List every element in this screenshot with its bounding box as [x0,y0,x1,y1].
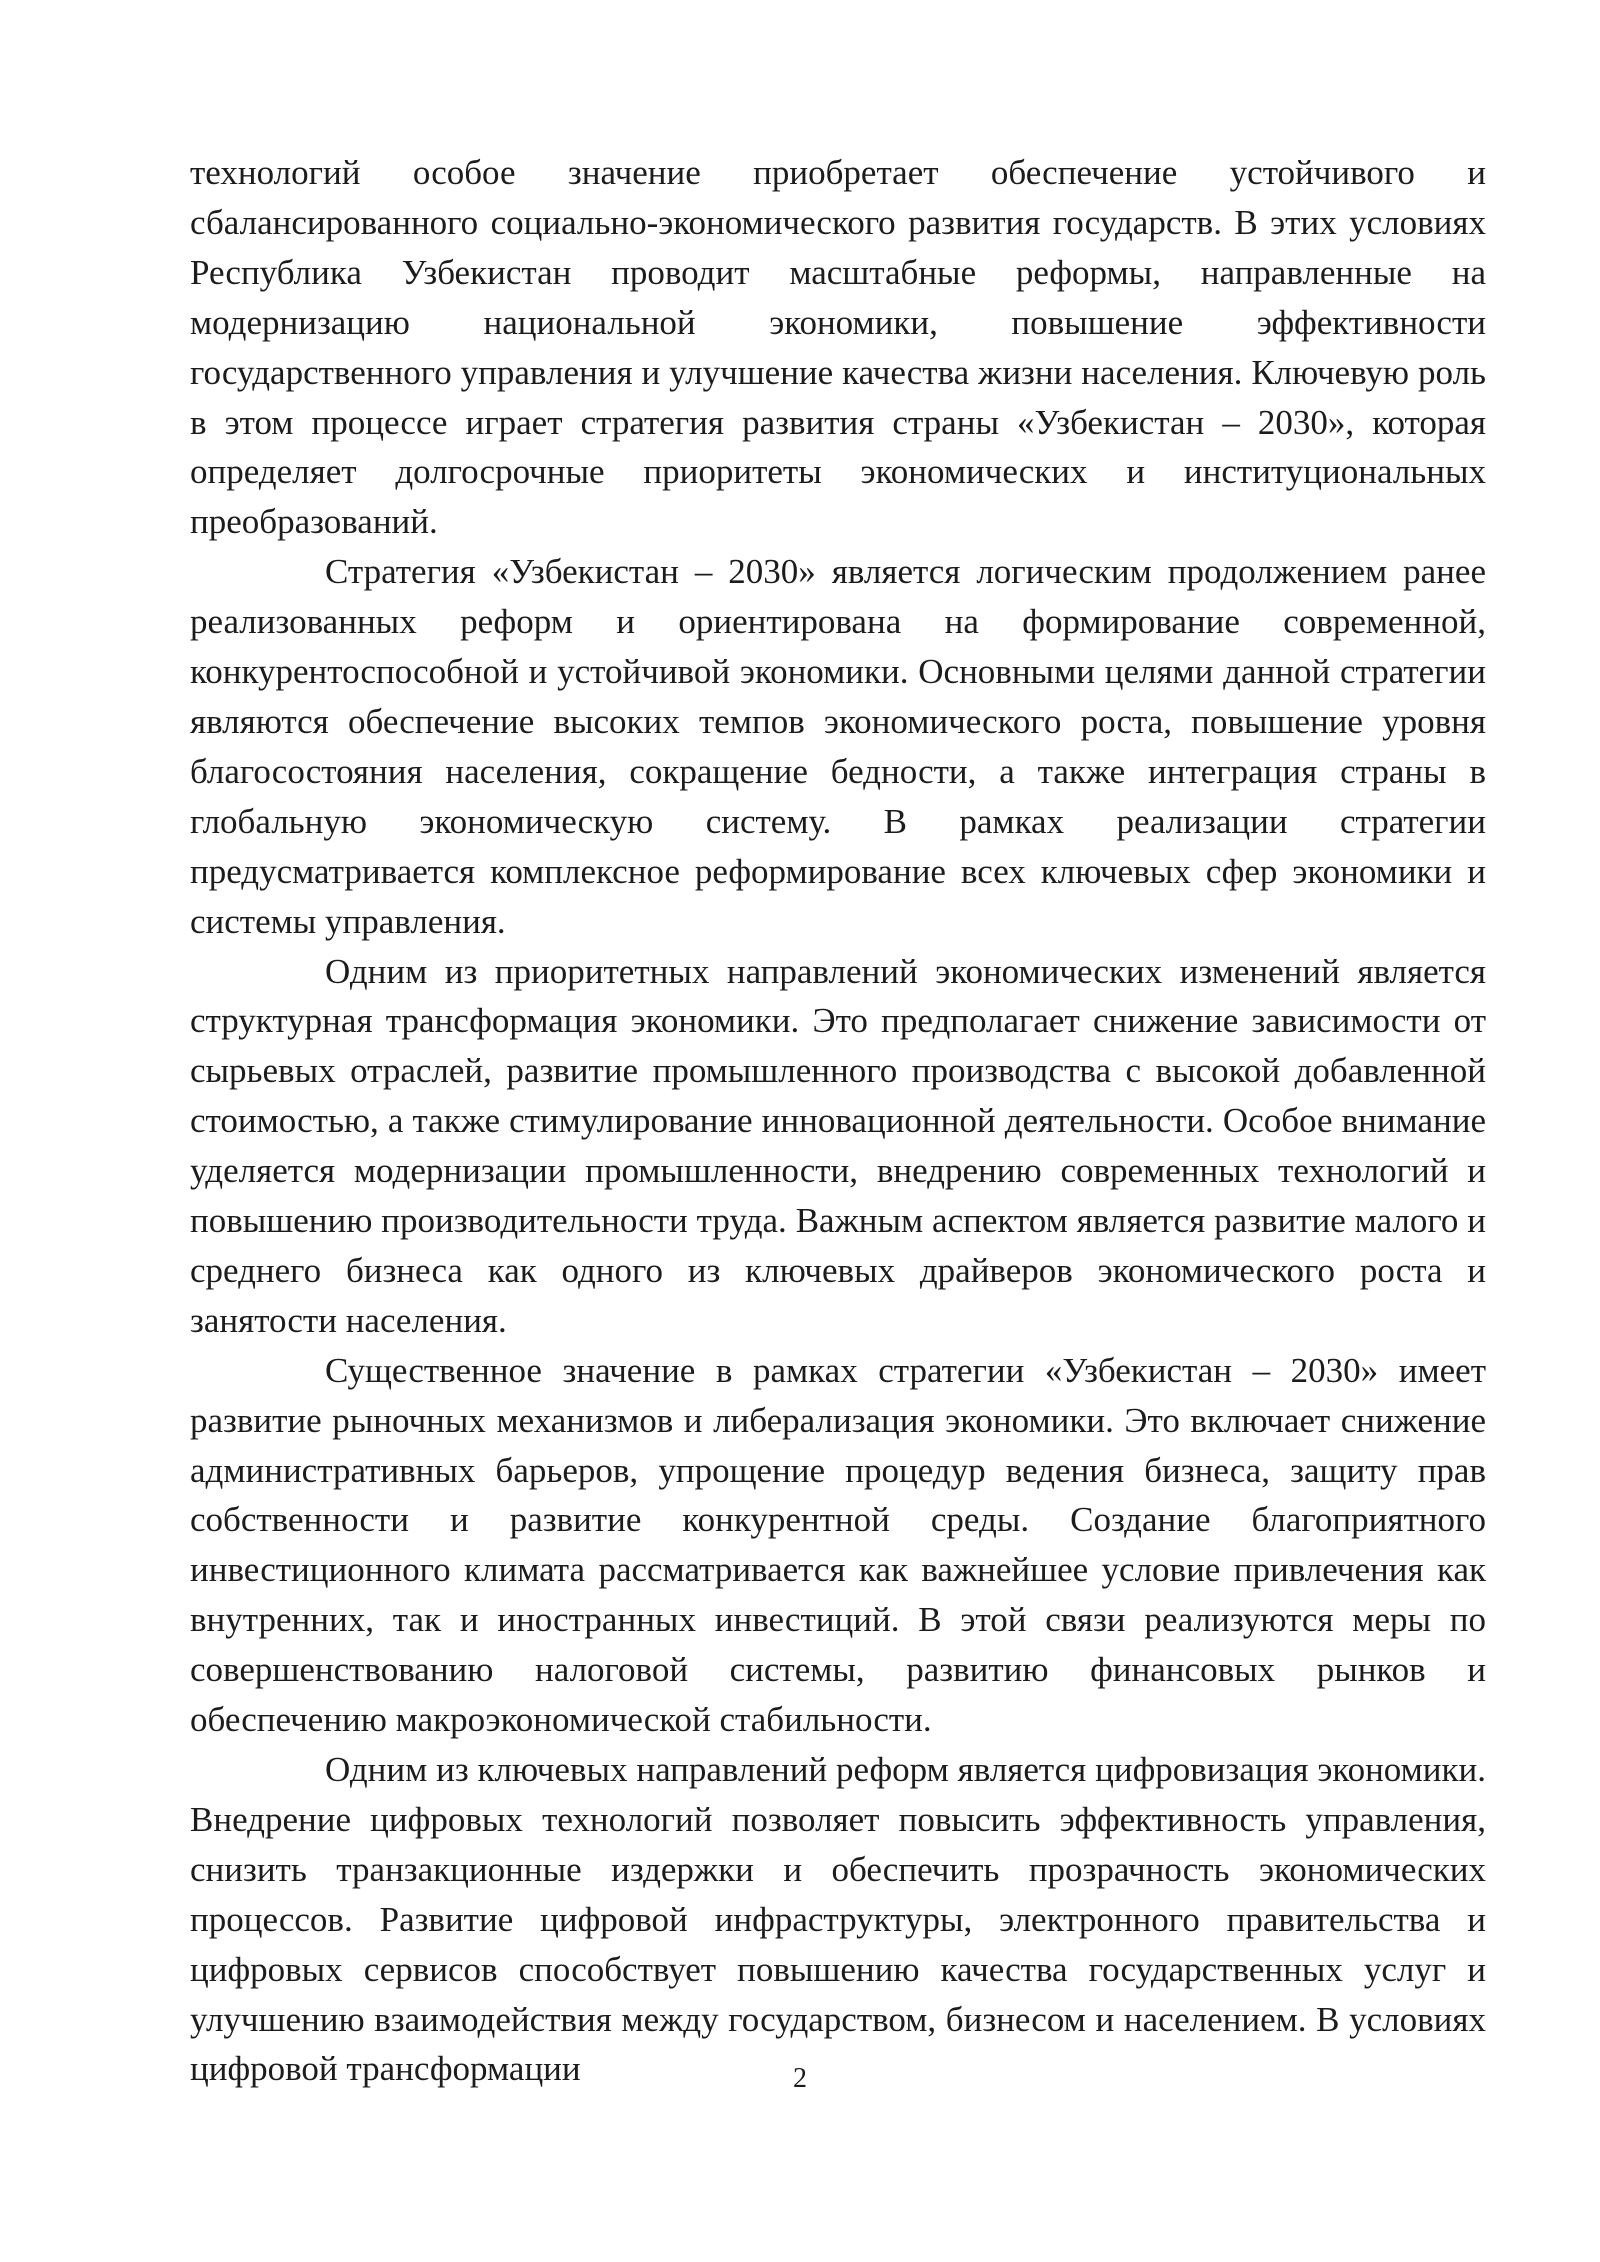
document-body [190,148,1486,2094]
paragraph-1: технологий особое значение приобретает обеспечение устойчивого и сбалансированного социально-экономического развития государств. В этих условиях Республика Узбекистан проводит масштабные реформы, направленные на модернизацию национальной экономики, повышение эффективности государственного управления и улучшение качества жизни населения. Ключевую роль в этом процессе играет стратегия развития страны «Узбекистан – 2030», которая определяет долгосрочные приоритеты экономических и институциональных преобразований. [190,153,1486,542]
paragraph-5: Одним из ключевых направлений реформ является цифровизация экономики. Внедрение цифровых технологий позволяет повысить эффективность управления, снизить транзакционные издержки и обеспечить прозрачность экономических процессов. Развитие цифровой инфраструктуры, электронного правительства и цифровых сервисов способствует повышению качества государственных услуг и улучшению взаимодействия между государством, бизнесом и населением. В условиях цифровой трансформации [190,1750,1486,2089]
paragraph-4: Существенное значение в рамках стратегии «Узбекистан – 2030» имеет развитие рыночных механизмов и либерализация экономики. Это включает снижение административных барьеров, упрощение процедур ведения бизнеса, защиту прав собственности и развитие конкурентной среды. Создание благоприятного инвестиционного климата рассматривается как важнейшее условие привлечения как внутренних, так и иностранных инвестиций. В этой связи реализуются меры по совершенствованию налоговой системы, развитию финансовых рынков и обеспечению макроэкономической стабильности. [190,1350,1486,1740]
page-number: 2 [793,2063,807,2094]
paragraph-2: Стратегия «Узбекистан – 2030» является логическим продолжением ранее реализованных реформ и ориентирована на формирование современной, конкурентоспособной и устойчивой экономики. Основными целями данной стратегии являются обеспечение высоких темпов экономического роста, повышение уровня благосостояния населения, сокращение бедности, а также интеграция страны в глобальную экономическую систему. В рамках реализации стратегии предусматривается комплексное реформирование всех ключевых сфер экономики и системы управления. [190,552,1486,941]
paragraph-3: Одним из приоритетных направлений экономических изменений является структурная трансформация экономики. Это предполагает снижение зависимости от сырьевых отраслей, развитие промышленного производства с высокой добавленной стоимостью, а также стимулирование инновационной деятельности. Особое внимание уделяется модернизации промышленности, внедрению современных технологий и повышению производительности труда. Важным аспектом является развитие малого и среднего бизнеса как одного из ключевых драйверов экономического роста и занятости населения. [190,951,1486,1340]
